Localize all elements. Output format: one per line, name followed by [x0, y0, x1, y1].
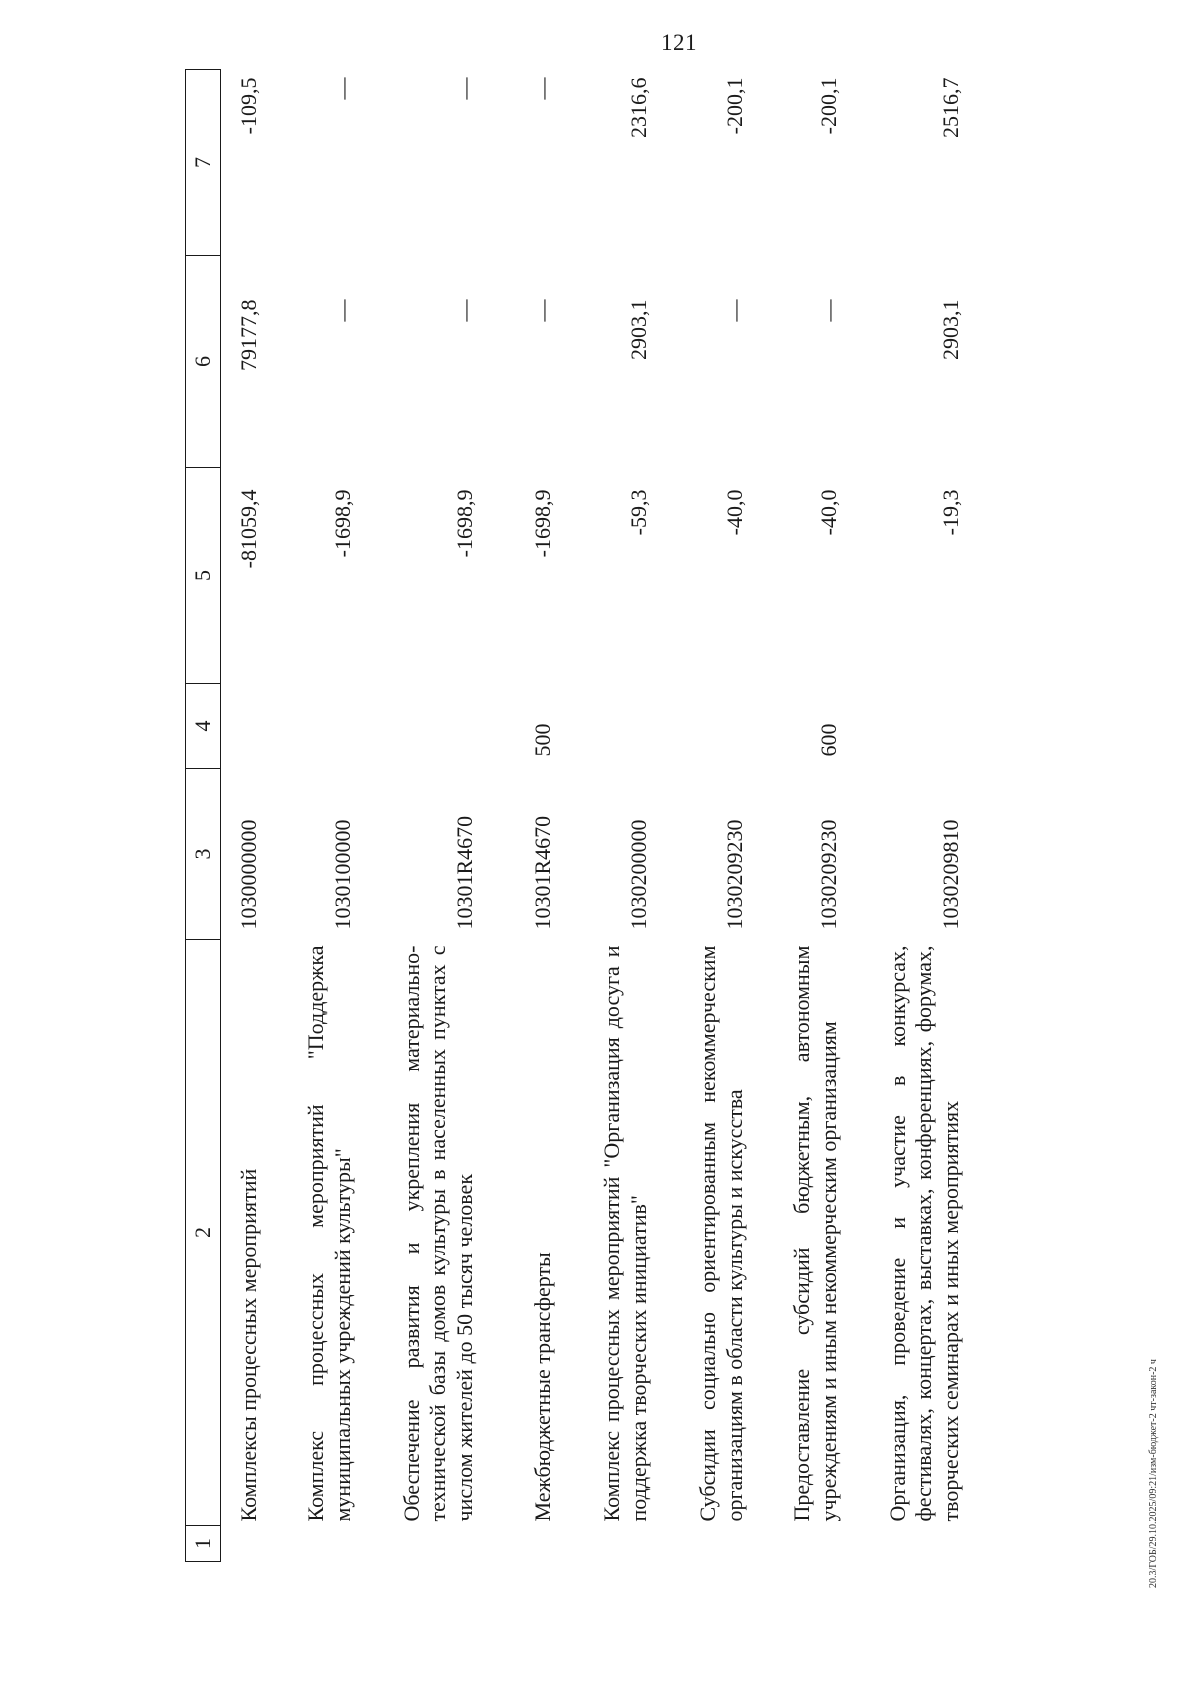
table-row — [759, 70, 853, 1562]
row-value-col7: — — [530, 77, 556, 100]
row-name: Комплекс процессных мероприятий "Поддержка муниципальных учреждений культуры" — [303, 945, 356, 1522]
header-col-1: 1 — [186, 1526, 221, 1562]
row-index-cell — [759, 1526, 853, 1562]
row-value-col7: -200,1 — [816, 77, 842, 135]
row-expense-type: 600 — [816, 723, 842, 757]
row-code: 1030100000 — [330, 819, 356, 930]
row-value-col6: — — [530, 299, 556, 322]
row-value-col5: -1698,9 — [530, 489, 556, 558]
table-row — [853, 70, 975, 1562]
header-col-3: 3 — [186, 769, 221, 940]
header-col-6: 6 — [186, 256, 221, 468]
row-value-col5: -59,3 — [626, 489, 652, 536]
row-expense-type — [367, 684, 489, 769]
row-value-col7: -109,5 — [236, 77, 262, 135]
header-col-2: 2 — [186, 940, 221, 1526]
row-value-col6: — — [452, 299, 478, 322]
row-name: Комплексы процессных мероприятий — [236, 1168, 262, 1522]
row-expense-type: 500 — [530, 723, 556, 757]
row-value-col6: 2903,1 — [626, 299, 652, 360]
row-name: Субсидии социально ориентированным некоммерческим организациям в области культуры и искусства — [695, 945, 748, 1522]
row-name: Предоставление субсидий бюджетным, автономным учреждениям и иным некоммерческим организациям — [789, 945, 842, 1522]
row-value-col5: -81059,4 — [236, 489, 262, 569]
row-code: 1030000000 — [236, 819, 262, 930]
budget-table — [185, 69, 975, 1562]
row-value-col5: -40,0 — [722, 489, 748, 536]
table-row — [273, 70, 367, 1562]
row-code: 1030209230 — [816, 819, 842, 930]
row-value-col6: — — [722, 299, 748, 322]
table-row — [663, 70, 759, 1562]
row-name: Комплекс процессных мероприятий "Организация досуга и поддержка творческих инициатив" — [599, 945, 652, 1522]
row-code: 1030209810 — [938, 819, 964, 930]
row-name: Обеспечение развития и укрепления материально-технической базы домов культуры в населенных пунктах с числом жителей до 50 тысяч человек — [398, 945, 478, 1522]
row-index-cell — [221, 1526, 274, 1562]
row-name: Межбюджетные трансферты — [530, 1252, 556, 1522]
table-row — [567, 70, 663, 1562]
row-value-col5: -19,3 — [938, 489, 964, 536]
row-expense-type — [663, 684, 759, 769]
header-col-5: 5 — [186, 468, 221, 684]
row-expense-type — [273, 684, 367, 769]
table-row — [489, 70, 567, 1562]
row-index-cell — [273, 1526, 367, 1562]
row-value-col7: -200,1 — [722, 77, 748, 135]
row-index-cell — [853, 1526, 975, 1562]
row-value-col7: — — [452, 77, 478, 100]
row-code: 1030200000 — [626, 819, 652, 930]
row-index-cell — [367, 1526, 489, 1562]
row-code: 1030209230 — [722, 819, 748, 930]
row-value-col6: — — [330, 299, 356, 322]
row-value-col7: 2516,7 — [938, 77, 964, 138]
rotated-table-container — [185, 70, 1061, 1562]
table-row — [221, 70, 274, 1562]
row-name: Организация, проведение и участие в конкурсах, фестивалях, концертах, выставках, конференциях, форумах, творческих семинарах и иных мероприятиях — [884, 945, 964, 1522]
table-row — [367, 70, 489, 1562]
row-index-cell — [489, 1526, 567, 1562]
row-value-col5: -1698,9 — [330, 489, 356, 558]
page-number: 121 — [661, 30, 697, 55]
header-col-4: 4 — [186, 684, 221, 769]
row-code: 10301R4670 — [530, 815, 556, 930]
row-value-col6: 79177,8 — [236, 299, 262, 371]
row-index-cell — [663, 1526, 759, 1562]
row-value-col5: -40,0 — [816, 489, 842, 536]
row-expense-type — [567, 684, 663, 769]
row-expense-type — [221, 684, 274, 769]
header-row — [186, 70, 221, 1562]
row-expense-type — [853, 684, 975, 769]
row-code: 10301R4670 — [452, 815, 478, 930]
row-value-col5: -1698,9 — [452, 489, 478, 558]
footer-stamp: 20.3/ГОБ/29.10.2025/09:21/изм-бюджет-2 чт-закон-2 ч — [1148, 1359, 1159, 1588]
row-value-col7: — — [330, 77, 356, 100]
row-index-cell — [567, 1526, 663, 1562]
header-col-7: 7 — [186, 70, 221, 256]
row-value-col6: — — [816, 299, 842, 322]
row-value-col6: 2903,1 — [938, 299, 964, 360]
row-value-col7: 2316,6 — [626, 77, 652, 138]
